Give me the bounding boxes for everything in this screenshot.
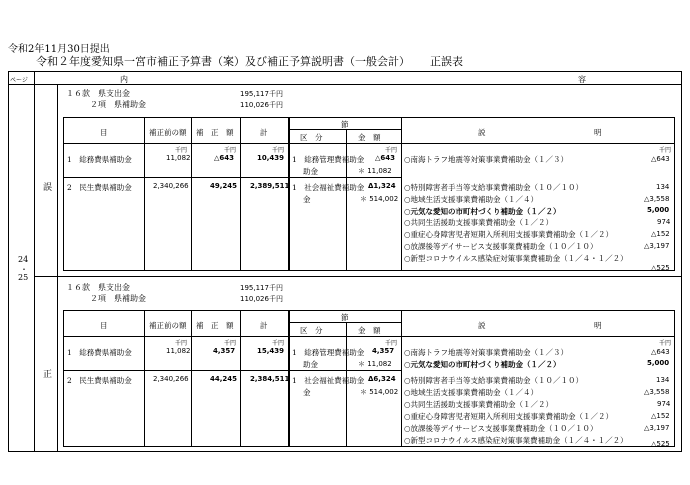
row2-item-5-amount: △152 bbox=[651, 230, 670, 238]
errata-label: 正誤表 bbox=[430, 55, 463, 68]
row2-item-5-amount: △3,197 bbox=[644, 424, 670, 432]
row2-item-3: ○元気な愛知の市町村づくり補助金（１／２） bbox=[404, 207, 561, 216]
row1-setsu-name: 1 総務管理費補助金 bbox=[292, 155, 365, 164]
th-before: 補正前の額 bbox=[149, 128, 187, 137]
row1-setsu-sub: ＊ 11,082 bbox=[358, 360, 392, 368]
th-setsumei-2: 明 bbox=[594, 321, 602, 330]
unit-setsu: 千円 bbox=[385, 340, 398, 347]
row2-item-2: ○地域生活支援事業費補助金（１／４） bbox=[404, 195, 539, 204]
row2-setsu-name-cont: 金 bbox=[303, 195, 311, 204]
row2-moku: 2 民生費県補助金 bbox=[67, 183, 132, 192]
row2-item-4-amount: △152 bbox=[651, 412, 670, 420]
kou-label: ２項 県補助金 bbox=[90, 294, 146, 303]
row2-before: 2,340,266 bbox=[153, 375, 189, 383]
row2-kei: 2,389,511 bbox=[250, 182, 290, 190]
row2-item-1: ○特別障害者手当等支給事業費補助金（１０／１０） bbox=[404, 183, 584, 192]
th-hosei: 補 正 額 bbox=[196, 128, 234, 137]
row2-item-6-amount: △3,197 bbox=[644, 242, 670, 250]
row2-item-3: ○共同生活援助支援事業費補助金（１／２） bbox=[404, 400, 554, 409]
row2-item-4-amount: 974 bbox=[657, 218, 671, 226]
row2-item-3-amount: 974 bbox=[657, 400, 671, 408]
kou-amount: 110,026千円 bbox=[240, 295, 283, 303]
kou-label: ２項 県補助金 bbox=[90, 100, 146, 109]
row1-item-1-amount: △643 bbox=[651, 348, 670, 356]
row1-before: 11,082 bbox=[166, 154, 191, 162]
row2-item-2: ○地域生活支援事業費補助金（１／４） bbox=[404, 388, 539, 397]
unit-before: 千円 bbox=[175, 147, 188, 154]
th-moku: 目 bbox=[100, 321, 108, 330]
row1-item-1-amount: △643 bbox=[651, 155, 670, 163]
row2-setsu-sub: ＊ 514,002 bbox=[360, 388, 399, 396]
unit-before: 千円 bbox=[175, 340, 188, 347]
unit-setsu: 千円 bbox=[385, 147, 398, 154]
row2-item-6: ○放課後等デイサービス支援事業費補助金（１０／１０） bbox=[404, 242, 598, 251]
unit-kei: 千円 bbox=[272, 147, 285, 154]
kan-amount: 195,117千円 bbox=[240, 90, 283, 98]
row1-hosei: 4,357 bbox=[213, 347, 236, 355]
row2-item-5: ○放課後等デイサービス支援事業費補助金（１０／１０） bbox=[404, 424, 598, 433]
row2-moku: 2 民生費県補助金 bbox=[67, 376, 132, 385]
th-kei: 計 bbox=[260, 128, 268, 137]
th-kingaku: 金 額 bbox=[358, 326, 381, 335]
row2-kei: 2,384,511 bbox=[250, 375, 290, 383]
row2-setsu-name-cont: 金 bbox=[303, 388, 311, 397]
row1-setsu-sub: ＊ 11,082 bbox=[358, 167, 392, 175]
kou-amount: 110,026千円 bbox=[240, 101, 283, 109]
row2-setsu-name: 1 社会福祉費補助金 bbox=[292, 183, 365, 192]
unit-setsumei: 千円 bbox=[659, 340, 672, 347]
page-column-header: ページ bbox=[10, 77, 28, 84]
th-setsumei-1: 説 bbox=[478, 321, 486, 330]
th-kubun: 区 分 bbox=[300, 326, 323, 335]
row1-setsu-amount: 4,357 bbox=[372, 347, 395, 355]
row2-item-4: ○重症心身障害児者短期入所利用支援事業費補助金（１／２） bbox=[404, 412, 614, 421]
row2-setsu-amount: Δ1,324 bbox=[368, 182, 396, 190]
row2-item-7: ○新型コロナウイルス感染症対策事業費補助金（１／４・１／２） bbox=[404, 254, 628, 263]
row2-setsu-name: 1 社会福祉費補助金 bbox=[292, 376, 365, 385]
row1-item-1: ○南海トラフ地震等対策事業費補助金（１／３） bbox=[404, 155, 569, 164]
row2-hosei: 44,245 bbox=[210, 375, 238, 383]
row1-hosei: △643 bbox=[214, 154, 234, 162]
row1-setsu-name-cont: 助金 bbox=[303, 167, 318, 176]
row2-hosei: 49,245 bbox=[210, 182, 238, 190]
row1-kei: 10,439 bbox=[257, 154, 285, 162]
th-kubun: 区 分 bbox=[300, 133, 323, 142]
row1-item-2: ○元気な愛知の市町村づくり補助金（１／２） bbox=[404, 360, 561, 369]
row2-item-1-amount: 134 bbox=[656, 376, 670, 384]
th-hosei: 補 正 額 bbox=[196, 321, 234, 330]
kan-label: １６款 県支出金 bbox=[66, 283, 130, 292]
content-header-left: 内 bbox=[120, 75, 128, 84]
unit-setsumei: 千円 bbox=[659, 147, 672, 154]
th-setsumei-2: 明 bbox=[594, 128, 602, 137]
row2-setsu-amount: Δ6,324 bbox=[368, 375, 396, 383]
content-header-right: 容 bbox=[578, 75, 586, 84]
page-dot: ・ bbox=[20, 265, 28, 274]
th-setsu: 節 bbox=[341, 120, 349, 129]
row2-item-5: ○重症心身障害児者短期入所利用支援事業費補助金（１／２） bbox=[404, 230, 614, 239]
wrong-label: 誤 bbox=[43, 183, 53, 193]
row2-before: 2,340,266 bbox=[153, 182, 189, 190]
row1-moku: 1 総務費県補助金 bbox=[67, 348, 132, 357]
row2-setsu-sub: ＊ 514,002 bbox=[360, 195, 399, 203]
row1-setsu-name: 1 総務管理費補助金 bbox=[292, 348, 365, 357]
th-setsumei-1: 説 bbox=[478, 128, 486, 137]
row2-item-2-amount: △3,558 bbox=[644, 388, 670, 396]
unit-hosei: 千円 bbox=[224, 340, 237, 347]
row2-trailing: △525 bbox=[651, 264, 670, 272]
th-moku: 目 bbox=[100, 128, 108, 137]
row2-item-4: ○共同生活援助支援事業費補助金（１／２） bbox=[404, 218, 554, 227]
page-to: 25 bbox=[18, 273, 29, 282]
title-text: 令和２年度愛知県一宮市補正予算書（案）及び補正予算説明書（一般会計） bbox=[36, 55, 410, 68]
correct-label: 正 bbox=[43, 370, 53, 380]
row2-item-6: ○新型コロナウイルス感染症対策事業費補助金（１／４・１／２） bbox=[404, 436, 628, 445]
th-kei: 計 bbox=[260, 321, 268, 330]
row2-trailing: △525 bbox=[651, 440, 670, 448]
row1-moku: 1 総務費県補助金 bbox=[67, 155, 132, 164]
row2-item-3-amount: 5,000 bbox=[647, 206, 670, 214]
th-before: 補正前の額 bbox=[149, 321, 187, 330]
row1-before: 11,082 bbox=[166, 347, 191, 355]
row1-setsu-name-cont: 助金 bbox=[303, 360, 318, 369]
row2-item-2-amount: △3,558 bbox=[644, 195, 670, 203]
document-title bbox=[36, 53, 463, 69]
unit-hosei: 千円 bbox=[224, 147, 237, 154]
page-from: 24 bbox=[18, 255, 29, 264]
row1-setsu-amount: △643 bbox=[375, 154, 395, 162]
row1-item-2-amount: 5,000 bbox=[647, 359, 670, 367]
submit-date: 令和2年11月30日提出 bbox=[8, 44, 110, 55]
kan-label: １６款 県支出金 bbox=[66, 89, 130, 98]
kan-amount: 195,117千円 bbox=[240, 284, 283, 292]
row1-kei: 15,439 bbox=[257, 347, 285, 355]
th-setsu: 節 bbox=[341, 313, 349, 322]
th-kingaku: 金 額 bbox=[358, 133, 381, 142]
row1-item-1: ○南海トラフ地震等対策事業費補助金（１／３） bbox=[404, 348, 569, 357]
unit-kei: 千円 bbox=[272, 340, 285, 347]
row2-item-1: ○特別障害者手当等支給事業費補助金（１０／１０） bbox=[404, 376, 584, 385]
row2-item-1-amount: 134 bbox=[656, 183, 670, 191]
